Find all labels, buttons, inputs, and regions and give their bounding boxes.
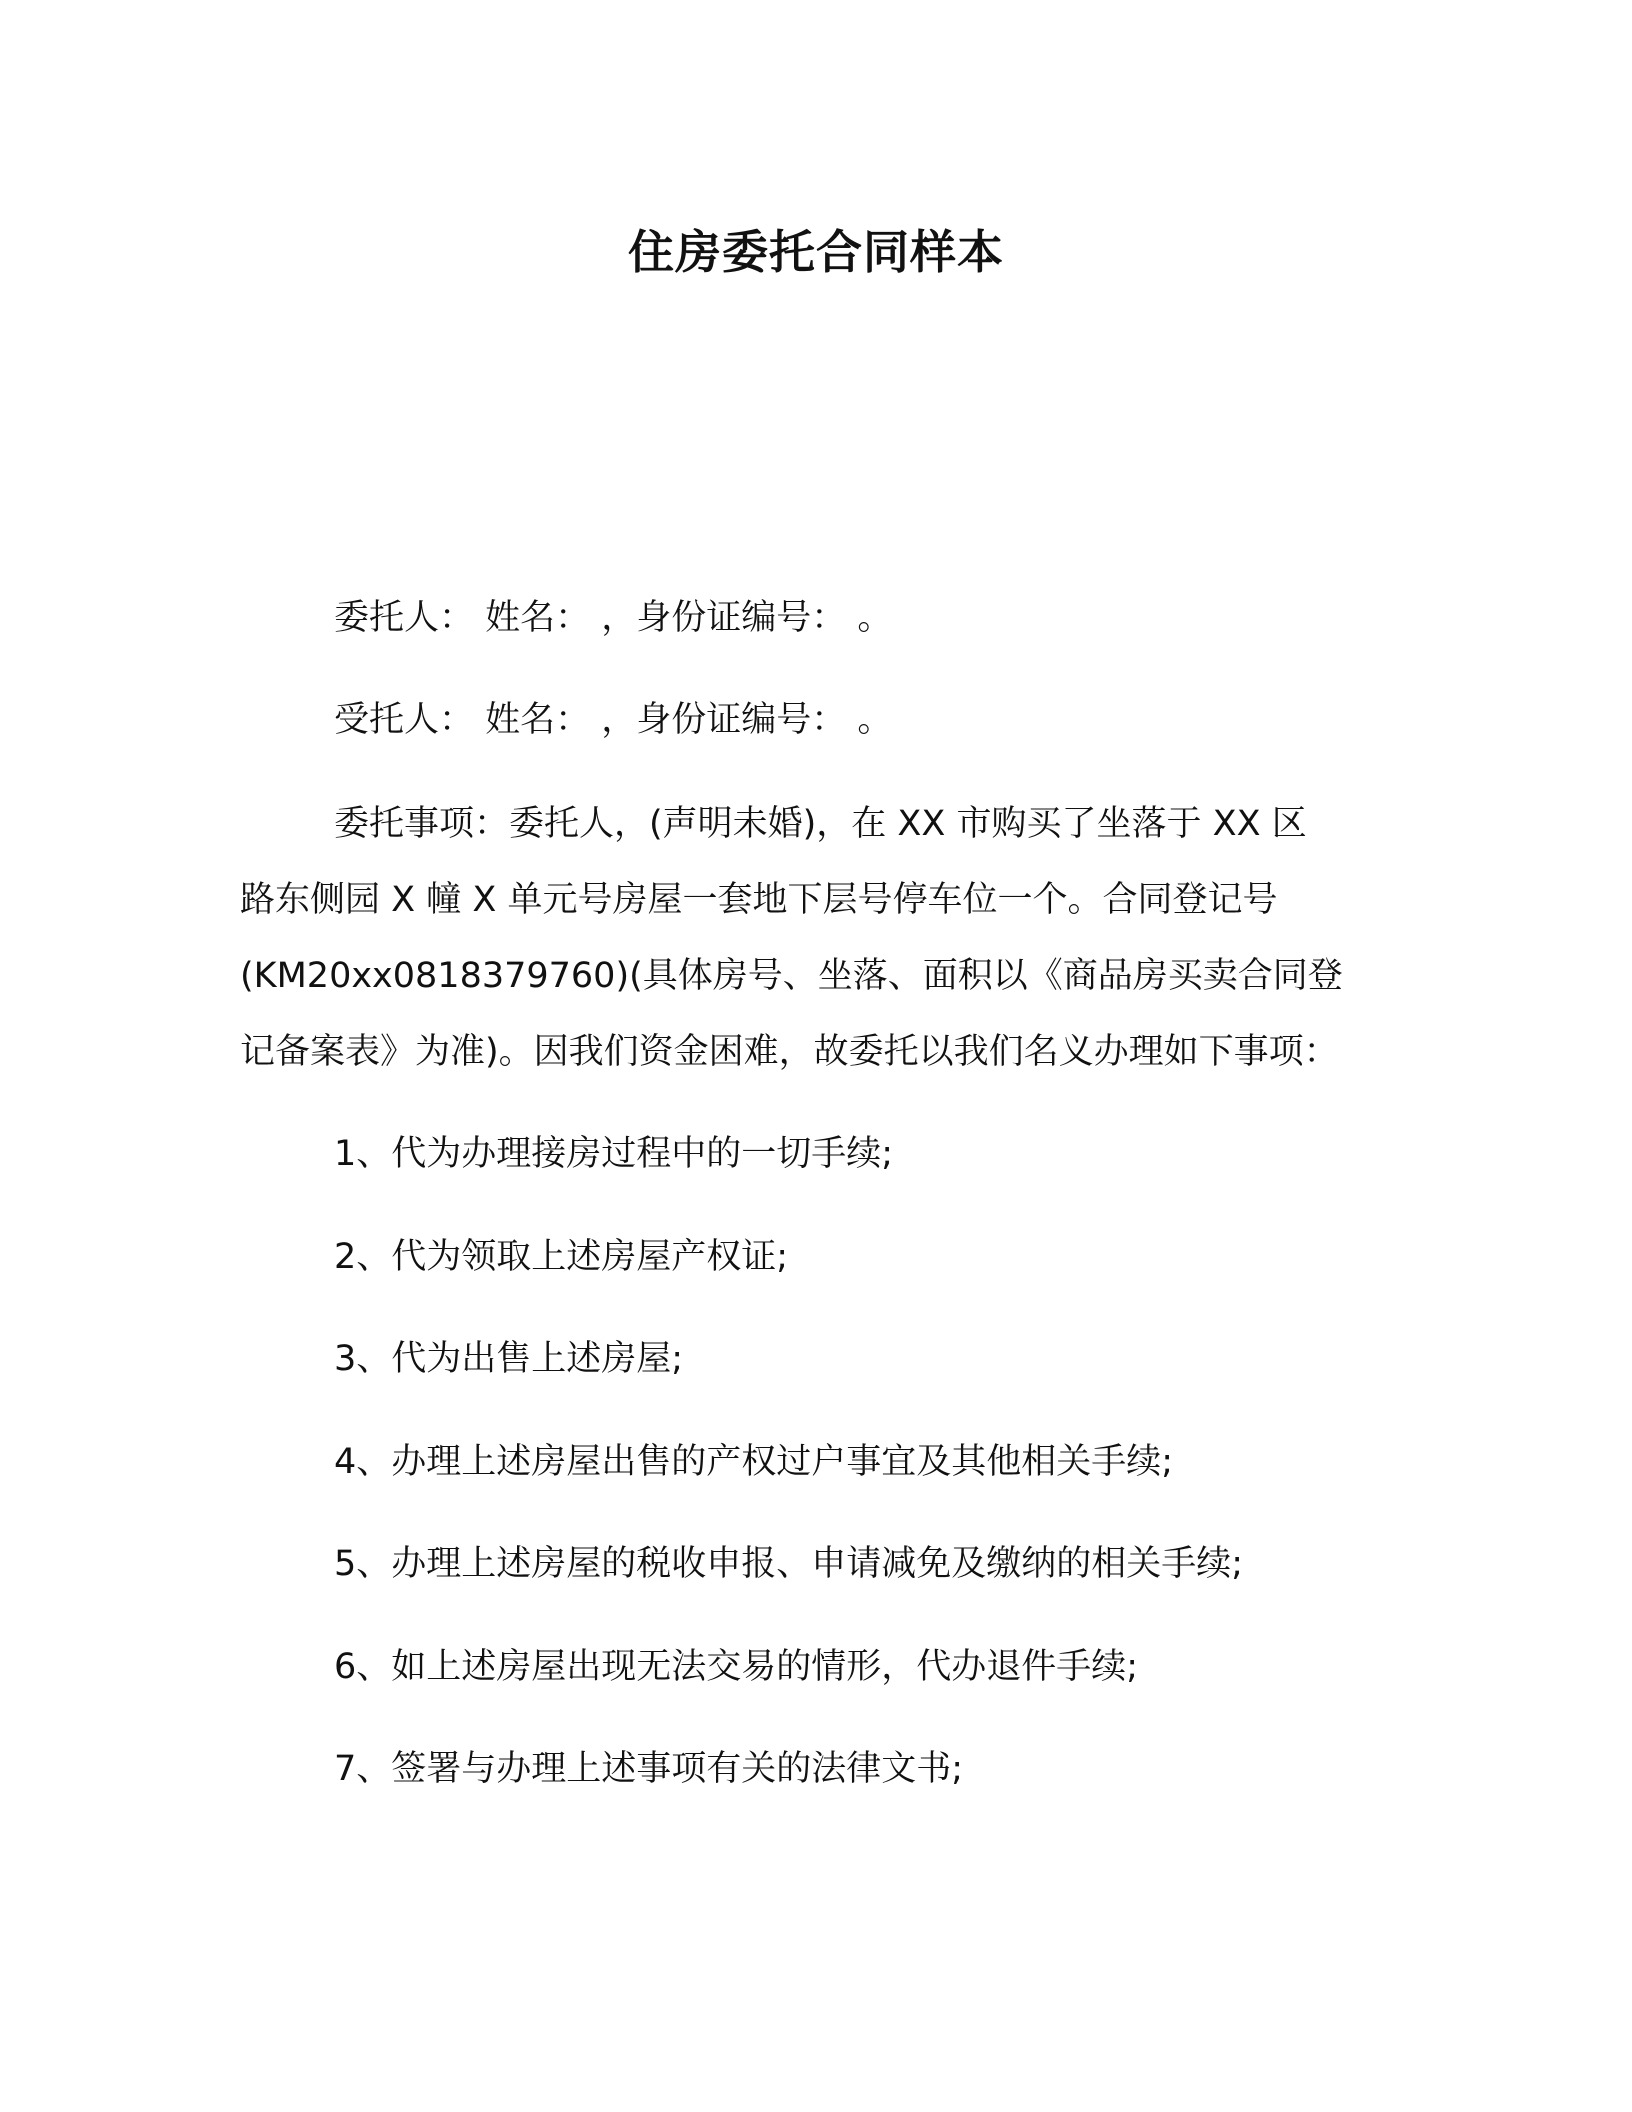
list-item: 3、代为出售上述房屋; [334,1339,684,1379]
matters-paragraph-line: 路东侧园 X 幢 X 单元号房屋一套地下层号停车位一个。合同登记号 [240,880,1278,920]
agent-line: 受托人： 姓名： ，身份证编号： 。 [334,700,893,740]
matters-paragraph-line: (KM20xx0818379760)(具体房号、坐落、面积以《商品房买卖合同登 [240,956,1343,996]
matters-paragraph-line: 记备案表》为准)。因我们资金困难，故委托以我们名义办理如下事项： [240,1032,1339,1072]
list-item: 7、签署与办理上述事项有关的法律文书; [334,1749,964,1789]
document-title: 住房委托合同样本 [628,225,1004,279]
matters-paragraph-line: 委托事项：委托人，(声明未婚)，在 XX 市购买了坐落于 XX 区 [334,804,1307,844]
principal-line: 委托人： 姓名： ，身份证编号： 。 [334,598,893,638]
list-item: 6、如上述房屋出现无法交易的情形，代办退件手续; [334,1647,1139,1687]
list-item: 5、办理上述房屋的税收申报、申请减免及缴纳的相关手续; [334,1544,1244,1584]
list-item: 2、代为领取上述房屋产权证; [334,1237,789,1277]
list-item: 1、代为办理接房过程中的一切手续; [334,1134,894,1174]
list-item: 4、办理上述房屋出售的产权过户事宜及其他相关手续; [334,1442,1174,1482]
